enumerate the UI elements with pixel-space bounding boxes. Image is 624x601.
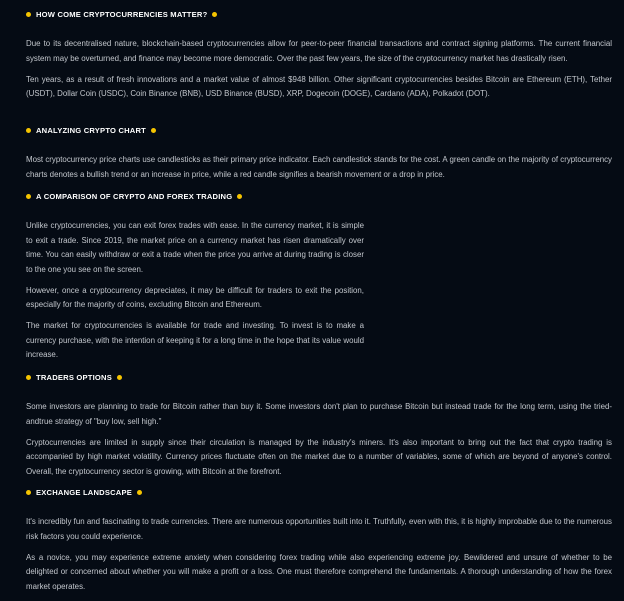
paragraph: However, once a cryptocurrency depreciates, it may be difficult for traders to exit the position, especially for the majority of coins, excluding Bitcoin and Ethereum.	[26, 285, 364, 309]
paragraph: Some investors are planning to trade for Bitcoin rather than buy it. Some investors don't plan to purchase Bitcoin but instead trade for the long term, using the tried-andtrue strategy of "buy low, sell high."	[26, 402, 612, 426]
section-crypto-forex	[26, 190, 364, 369]
section-crypto-chart	[26, 124, 612, 189]
paragraph: Most cryptocurrency price charts use candlesticks as their primary price indicator. Each candlestick stands for the cost. A green candle on the majority of cryptocurrency charts denotes a bullish trend or an increase in price, while a red candle signifies a bearish movement or a drop in price.	[26, 155, 612, 179]
section-heading	[26, 190, 364, 202]
bullet-dot-icon	[26, 375, 31, 380]
heading-text: A COMPARISON OF CRYPTO AND FOREX TRADING	[36, 191, 233, 201]
bullet-dot-icon	[26, 128, 31, 133]
bullet-dot-icon	[26, 12, 31, 17]
paragraph: As a novice, you may experience extreme anxiety when considering forex trading while also experiencing extreme joy. Bewildered and unsure of whether to be delighted or concerned about whether you will make a profit or a loss. One must therefore comprehend the fundamentals. A thorough understanding of how the forex market operates.	[26, 552, 612, 591]
heading-text: TRADERS OPTIONS	[36, 372, 112, 382]
heading-text: HOW COME CRYPTOCURRENCIES MATTER?	[36, 9, 208, 19]
section-exchange-landscape	[26, 486, 612, 601]
heading-text: EXCHANGE LANDSCAPE	[36, 487, 133, 497]
bullet-dot-icon	[237, 194, 242, 199]
heading-text: ANALYZING CRYPTO CHART	[36, 125, 147, 135]
paragraph: The market for cryptocurrencies is available for trade and investing. To invest is to make a currency purchase, with the intention of keeping it for a long time in the hope that its value would increase.	[26, 321, 364, 359]
paragraph: Ten years, as a result of fresh innovations and a market value of almost $948 billion. Other significant cryptocurrencies besides Bitcoin are Ethereum (ETH), Tether (USDT), Dollar Coin (USDC), Coin Binance (BNB), USD Binance (BUSD), XRP, Dogecoin (DOGE), Cardano (ADA), Polkadot (DOT).	[26, 74, 612, 98]
paragraph: Unlike cryptocurrencies, you can exit forex trades with ease. In the currency market, it is simple to exit a trade. Since 2019, the market price on a currency market has risen dramatically over time. You can easily withdraw or exit a trade when the price you arrive at during trading is closer to the one you see on the screen.	[26, 221, 364, 274]
paragraph: Due to its decentralised nature, blockchain-based cryptocurrencies allow for peer-to-peer financial transactions and contract signing platforms. The current financial system may be overturned, and finance may become more democratic. Over the past few years, the size of the cryptocurrency market has drastically risen.	[26, 39, 612, 63]
paragraph: Cryptocurrencies are limited in supply since their circulation is managed by the industry's miners. It's also important to bring out the fact that crypto trading is accompanied by high market volatility. Currency prices fluctuate often on the market due to a number of variables, some of which are beyond of anyone's control. Overall, the cryptocurrency sector is growing, with Bitcoin at the forefront.	[26, 437, 612, 476]
section-traders-options	[26, 371, 612, 486]
paragraph: It's incredibly fun and fascinating to trade currencies. There are numerous opportunities built into it. Truthfully, even with this, it is highly improbable due to the numerous risk factors you could experience.	[26, 517, 612, 541]
bullet-dot-icon	[117, 375, 122, 380]
bullet-dot-icon	[26, 490, 31, 495]
section-heading	[26, 124, 612, 136]
section-heading	[26, 371, 612, 383]
bullet-dot-icon	[137, 490, 142, 495]
section-heading	[26, 486, 612, 498]
section-crypto-matter	[26, 8, 612, 108]
section-heading	[26, 8, 612, 20]
bullet-dot-icon	[151, 128, 156, 133]
bullet-dot-icon	[212, 12, 217, 17]
bullet-dot-icon	[26, 194, 31, 199]
